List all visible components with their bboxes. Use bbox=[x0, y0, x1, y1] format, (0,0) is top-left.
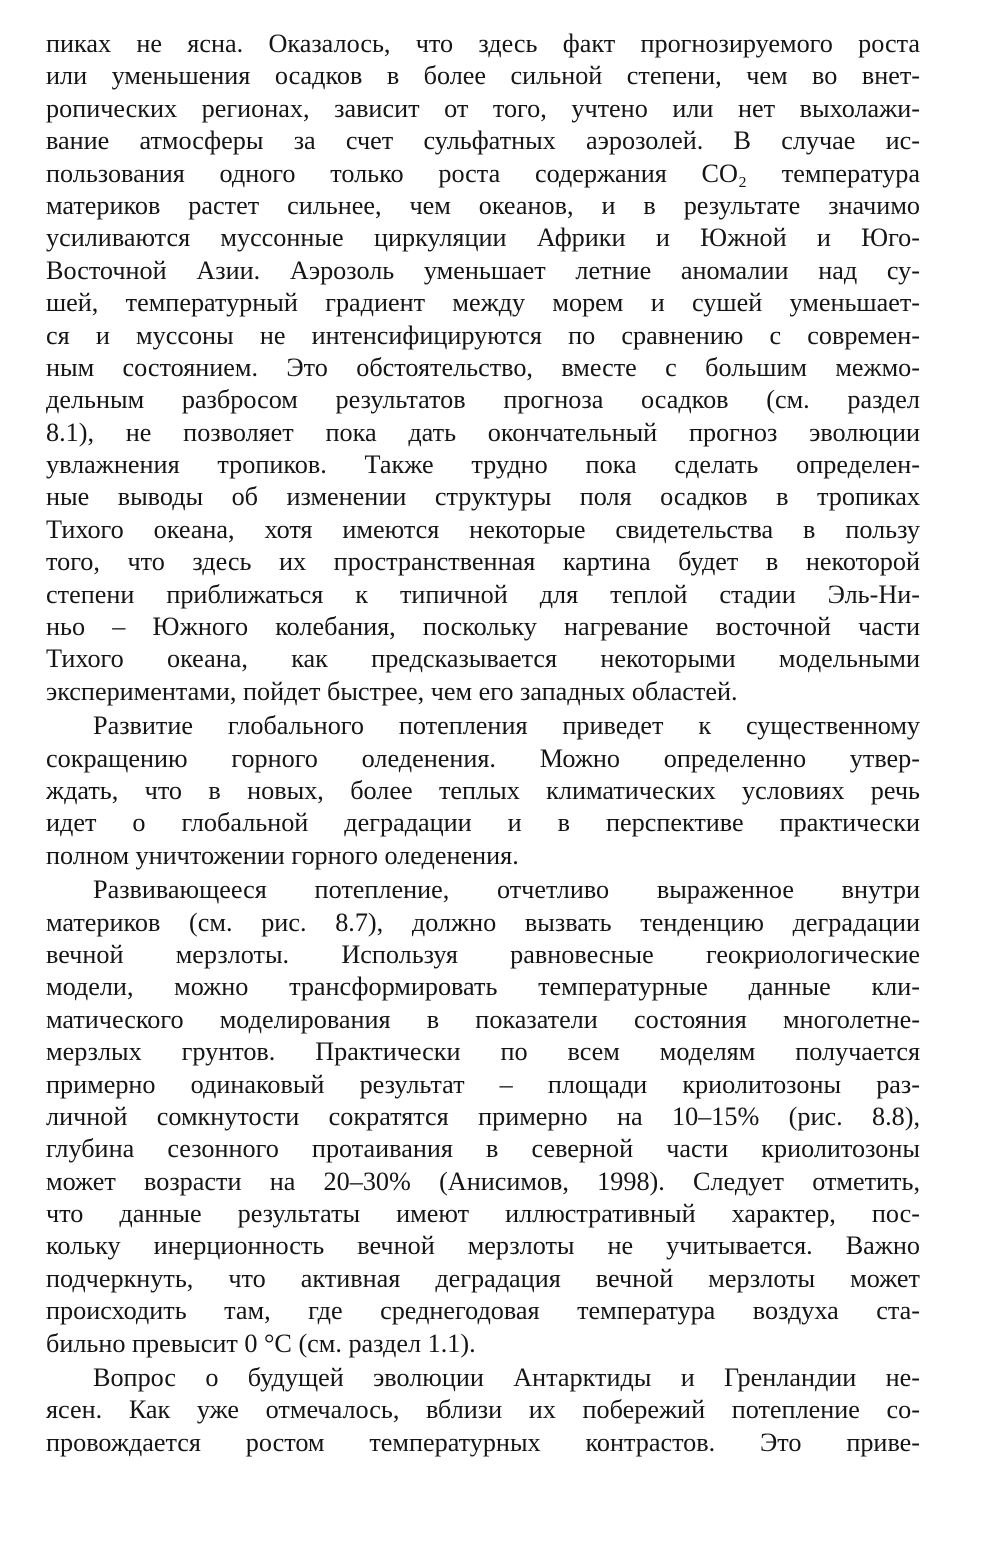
text-line: примерно одинаковый результат – площади криолитозоны раз- bbox=[46, 1069, 920, 1099]
text-line: Развитие глобального потепления приведет к существенному bbox=[93, 711, 920, 741]
text-line: увлажнения тропиков. Также трудно пока сделать определен- bbox=[46, 450, 920, 480]
text-line: модели, можно трансформировать температурные данные кли- bbox=[46, 972, 920, 1002]
text-line: матического моделирования в показатели состояния многолетне- bbox=[46, 1004, 920, 1034]
text-line: ся и муссоны не интенсифицируются по сравнению с современ- bbox=[46, 320, 920, 350]
text-line: Восточной Азии. Аэрозоль уменьшает летние аномалии над су- bbox=[46, 255, 920, 285]
text-line: степени приближаться к типичной для теплой стадии Эль-Ни- bbox=[46, 579, 920, 609]
text-line: ные выводы об изменении структуры поля осадков в тропиках bbox=[46, 482, 920, 512]
text-line: глубина сезонного протаивания в северной части криолитозоны bbox=[46, 1134, 920, 1164]
text-line: личной сомкнутости сократятся примерно на 10–15% (рис. 8.8), bbox=[46, 1101, 920, 1131]
text-line: ждать, что в новых, более теплых климатических условиях речь bbox=[46, 775, 920, 805]
text-line: Тихого океана, как предсказывается некоторыми модельными bbox=[46, 644, 920, 674]
text-line: шей, температурный градиент между морем и сушей уменьшает- bbox=[46, 288, 920, 318]
paragraph bbox=[46, 874, 920, 1360]
text-line: пиках не ясна. Оказалось, что здесь факт прогнозируемого роста bbox=[46, 29, 920, 58]
text-line: того, что здесь их пространственная картина будет в некоторой bbox=[46, 547, 920, 577]
text-line: кольку инерционность вечной мерзлоты не учитывается. Важно bbox=[46, 1231, 920, 1261]
text-line: ньо – Южного колебания, поскольку нагревание восточной части bbox=[46, 612, 920, 642]
text-line: усиливаются муссонные циркуляции Африки и Южной и Юго- bbox=[46, 223, 920, 253]
text-line: может возрасти на 20–30% (Анисимов, 1998). Следует отметить, bbox=[46, 1166, 920, 1196]
text-line: ропических регионах, зависит от того, учтено или нет выхолажи- bbox=[46, 93, 920, 123]
text-line: материков растет сильнее, чем океанов, и в результате значимо bbox=[46, 190, 920, 220]
text-line: вечной мерзлоты. Используя равновесные геокриологические bbox=[46, 939, 920, 969]
paragraph bbox=[46, 710, 920, 872]
text-line: бильно превысит 0 °C (см. раздел 1.1). bbox=[46, 1328, 476, 1358]
text-line: что данные результаты имеют иллюстративный характер, пос- bbox=[46, 1199, 920, 1229]
text-line: идет о глобальной деградации и в перспективе практически bbox=[46, 808, 920, 838]
text-line: Тихого океана, хотя имеются некоторые свидетельства в пользу bbox=[46, 514, 920, 544]
text-line: или уменьшения осадков в более сильной степени, чем во внет- bbox=[46, 61, 920, 91]
text-line: 8.1), не позволяет пока дать окончательный прогноз эволюции bbox=[46, 417, 920, 447]
paragraph bbox=[46, 28, 920, 708]
text-line: пользования одного только роста содержания CO₂ температура bbox=[46, 158, 920, 188]
paragraph bbox=[46, 1362, 920, 1459]
text-line: полном уничтожении горного оледенения. bbox=[46, 840, 519, 870]
text-line: ным состоянием. Это обстоятельство, вместе с большим межмо- bbox=[46, 352, 920, 382]
document-page bbox=[46, 28, 920, 1459]
text-line: подчеркнуть, что активная деградация вечной мерзлоты может bbox=[46, 1263, 920, 1293]
text-line: дельным разбросом результатов прогноза осадков (см. раздел bbox=[46, 385, 920, 415]
text-line: сокращению горного оледенения. Можно определенно утвер- bbox=[46, 743, 920, 773]
text-line: мерзлых грунтов. Практически по всем моделям получается bbox=[46, 1037, 920, 1067]
text-line: Развивающееся потепление, отчетливо выраженное внутри bbox=[93, 875, 920, 905]
text-line: Вопрос о будущей эволюции Антарктиды и Гренландии не- bbox=[93, 1363, 920, 1393]
text-line: вание атмосферы за счет сульфатных аэрозолей. В случае ис- bbox=[46, 126, 920, 156]
text-line: происходить там, где среднегодовая температура воздуха ста- bbox=[46, 1296, 920, 1326]
text-line: материков (см. рис. 8.7), должно вызвать тенденцию деградации bbox=[46, 907, 920, 937]
text-line: ясен. Как уже отмечалось, вблизи их побережий потепление со- bbox=[46, 1395, 920, 1425]
text-line: экспериментами, пойдет быстрее, чем его западных областей. bbox=[46, 676, 738, 706]
text-line: провождается ростом температурных контрастов. Это приве- bbox=[46, 1427, 920, 1457]
